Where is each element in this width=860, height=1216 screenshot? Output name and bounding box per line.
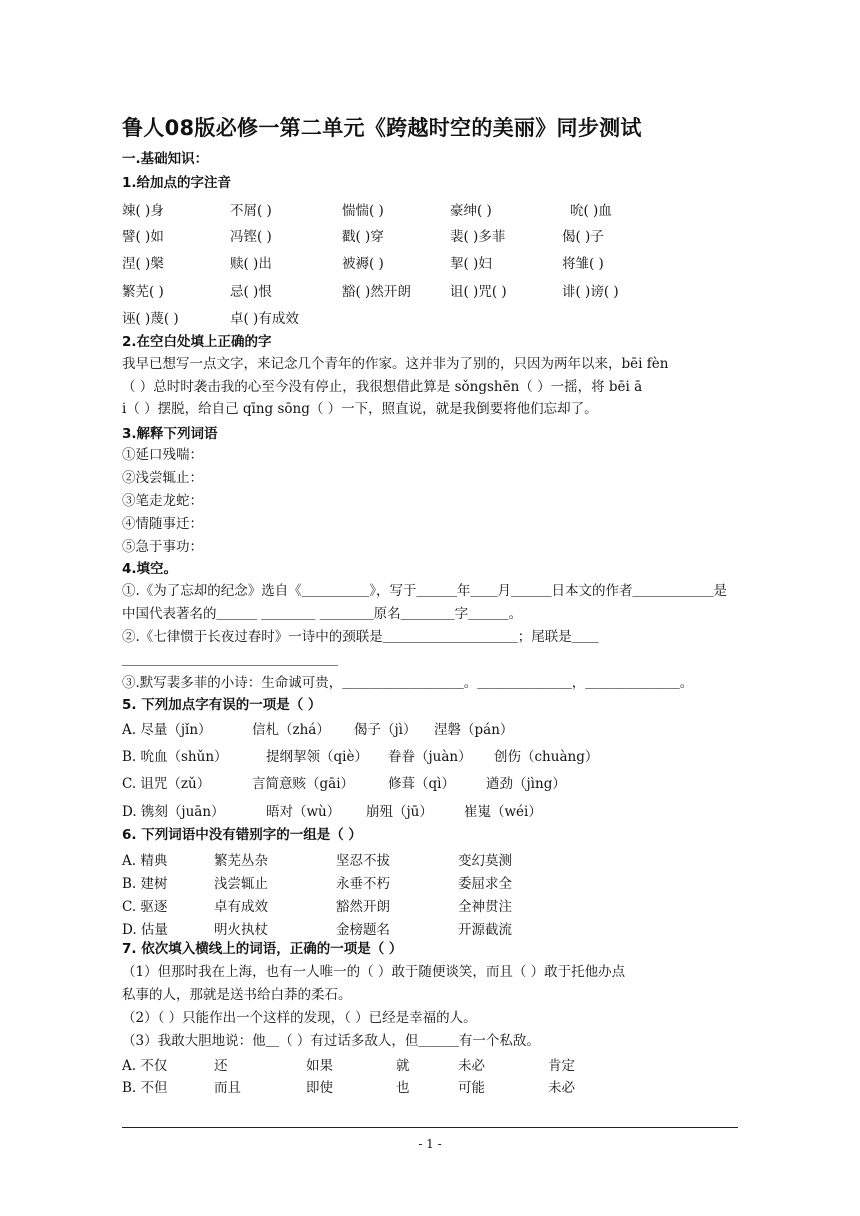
q6-word: 全神贯注 [458, 899, 512, 915]
q7-word: 就 [396, 1058, 410, 1074]
q6-option [122, 918, 742, 936]
q1-item: 吮( )血 [570, 203, 612, 219]
q5-word: 崔嵬（wéi） [464, 804, 542, 820]
q6-word: B. 建树 [122, 876, 168, 892]
q3-item: ④情随事迁： [122, 516, 203, 532]
q1-item: 涅( )槃 [122, 256, 164, 272]
q5-word: 遒劲（jìng） [486, 776, 566, 792]
q4-line: ②.《七律惯于长夜过春时》一诗中的颈联是＿＿＿＿＿＿＿＿＿＿；尾联是＿＿ [122, 629, 599, 645]
q6-word: D. 估量 [122, 922, 168, 938]
q1-item: 豪绅( ) [450, 203, 492, 219]
q7-option [122, 1054, 742, 1072]
q5-option [122, 745, 742, 763]
q6-heading: 6. 下列词语中没有错别字的一组是（ ） [122, 827, 362, 843]
q1-item: 繁芜( ) [122, 284, 164, 300]
q1-heading: 1.给加点的字注音 [122, 175, 232, 191]
q1-item: 竦( )身 [122, 203, 164, 219]
q7-word: 即使 [306, 1080, 333, 1096]
q6-word: 永垂不朽 [336, 876, 390, 892]
q5-heading: 5. 下列加点字有误的一项是（ ） [122, 697, 322, 713]
q6-word: 繁芜丛杂 [214, 853, 268, 869]
q2-line: i（ ）摆脱，给自己 qīng sōng（ ）一下，照直说，就是我倒要将他们忘却了。 [122, 401, 598, 417]
q5-word: 偈子（jì） [354, 722, 417, 738]
q7-word: 未必 [548, 1080, 575, 1096]
q6-word: 坚忍不拔 [336, 853, 390, 869]
q7-word: 肯定 [548, 1058, 575, 1074]
q1-item: 挈( )妇 [450, 256, 492, 272]
q6-option [122, 895, 742, 913]
q3-heading: 3.解释下列词语 [122, 426, 218, 442]
q3-item: ①延口残喘： [122, 447, 203, 463]
q1-item: 偈( )子 [562, 229, 604, 245]
q6-word: 浅尝辄止 [214, 876, 268, 892]
q1-item: 惴惴( ) [342, 203, 384, 219]
q5-option [122, 772, 742, 790]
q7-word: B. 不但 [122, 1080, 168, 1096]
q6-option [122, 872, 742, 890]
q1-item: 赎( )出 [230, 256, 272, 272]
q5-option [122, 800, 742, 818]
q7-line: （2）（ ）只能作出一个这样的发现，（ ）已经是幸福的人。 [122, 1010, 477, 1026]
q6-word: 卓有成效 [214, 899, 268, 915]
q7-word: 也 [396, 1080, 410, 1096]
q6-option [122, 849, 742, 867]
page-number: - 1 - [418, 1137, 442, 1151]
q4-line: 中国代表著名的＿＿＿ ＿＿＿＿ ＿＿＿＿原名＿＿＿＿字＿＿＿。 [122, 606, 523, 622]
q6-word: 委屈求全 [458, 876, 512, 892]
q5-word: 修葺（qì） [388, 776, 455, 792]
q1-item: 诽( )谤( ) [562, 284, 619, 300]
q5-word: D. 镌刻（juān） [122, 804, 225, 820]
q7-line: （3）我敢大胆地说：他＿（ ）有过话多敌人，但＿＿＿有一个私敌。 [122, 1033, 540, 1049]
q6-word: C. 驱逐 [122, 899, 168, 915]
q4-line: ①.《为了忘却的纪念》选自《＿＿＿＿＿》，写于＿＿＿年＿＿月＿＿＿日本文的作者＿＿＿＿＿＿是 [122, 583, 728, 599]
q6-word: 金榜题名 [336, 922, 390, 938]
q1-item: 不屑( ) [230, 203, 272, 219]
q5-word: 崩殂（jū） [366, 804, 433, 820]
q5-option [122, 718, 742, 736]
section-heading: 一.基础知识： [122, 151, 209, 167]
q3-item: ⑤急于事功： [122, 539, 203, 555]
q5-word: A. 尽量（jǐn） [122, 722, 212, 738]
q2-line: （ ）总时时袭击我的心至今没有停止，我很想借此算是 sǒngshēn（ ）一摇，将 bēi ā [122, 378, 643, 395]
q1-item: 将雏( ) [562, 256, 604, 272]
q5-word: C. 诅咒（zǔ） [122, 776, 211, 792]
q1-item: 忌( )恨 [230, 284, 272, 300]
q5-word: 提纲挈领（qiè） [266, 749, 368, 765]
q4-heading: 4.填空。 [122, 561, 178, 577]
q7-word: 而且 [214, 1080, 241, 1096]
q4-line: ＿＿＿＿＿＿＿＿＿＿＿＿＿＿＿＿ [122, 652, 338, 668]
q3-item: ②浅尝辄止： [122, 470, 203, 486]
q5-word: B. 吮血（shǔn） [122, 749, 228, 765]
q5-word: 创伤（chuàng） [494, 749, 599, 765]
footer-divider [122, 1127, 738, 1128]
q7-word: 可能 [458, 1080, 485, 1096]
q5-word: 眷眷（juàn） [388, 749, 472, 765]
q3-item: ③笔走龙蛇： [122, 493, 203, 509]
q5-word: 涅磐（pán） [434, 722, 514, 738]
q7-heading: 7. 依次填入横线上的词语，正确的一项是（ ） [122, 941, 403, 957]
q6-word: 豁然开朗 [336, 899, 390, 915]
q1-item: 裴( )多菲 [450, 229, 506, 245]
q1-item: 被褥( ) [342, 256, 384, 272]
q1-row [122, 280, 742, 298]
q1-row [122, 252, 742, 270]
q6-word: 开源截流 [458, 922, 512, 938]
q5-word: 晤对（wù） [266, 804, 341, 820]
q5-word: 言简意赅（gāi） [252, 776, 355, 792]
page-title: 鲁人08版必修一第二单元《跨越时空的美丽》同步测试 [122, 116, 642, 140]
q6-word: 变幻莫测 [458, 853, 512, 869]
q7-word: 如果 [306, 1058, 333, 1074]
q1-item: 豁( )然开朗 [342, 284, 411, 300]
q7-line: 私事的人，那就是送书给白莽的柔石。 [122, 987, 352, 1003]
q5-word: 信札（zhá） [252, 722, 330, 738]
q2-line: 我早已想写一点文字，来记念几个青年的作家。这并非为了别的，只因为两年以来，bēi fèn [122, 356, 669, 372]
q7-word: 未必 [458, 1058, 485, 1074]
q2-passage [122, 353, 740, 421]
q6-word: 明火执杖 [214, 922, 268, 938]
q1-item: 譬( )如 [122, 229, 164, 245]
q1-item: 诅( )咒( ) [450, 284, 507, 300]
q6-word: A. 精典 [122, 853, 168, 869]
q1-row [122, 307, 742, 325]
q2-heading: 2.在空白处填上正确的字 [122, 334, 272, 350]
q1-row [122, 225, 742, 243]
q7-option [122, 1076, 742, 1094]
q7-line: （1）但那时我在上海，也有一人唯一的（ ）敢于随便谈笑，而且（ ）敢于托他办点 [122, 964, 626, 980]
q7-word: 还 [214, 1058, 228, 1074]
q1-item: 戳( )穿 [342, 229, 384, 245]
q4-line: ③.默写裴多菲的小诗：生命诚可贵，＿＿＿＿＿＿＿＿＿。＿＿＿＿＿＿＿，＿＿＿＿＿＿＿。 [122, 675, 694, 691]
q1-item: 诬( )蔑( ) [122, 311, 179, 327]
q1-item: 卓( )有成效 [230, 311, 299, 327]
q1-item: 冯铿( ) [230, 229, 272, 245]
q1-row [122, 199, 742, 217]
q7-word: A. 不仅 [122, 1058, 168, 1074]
